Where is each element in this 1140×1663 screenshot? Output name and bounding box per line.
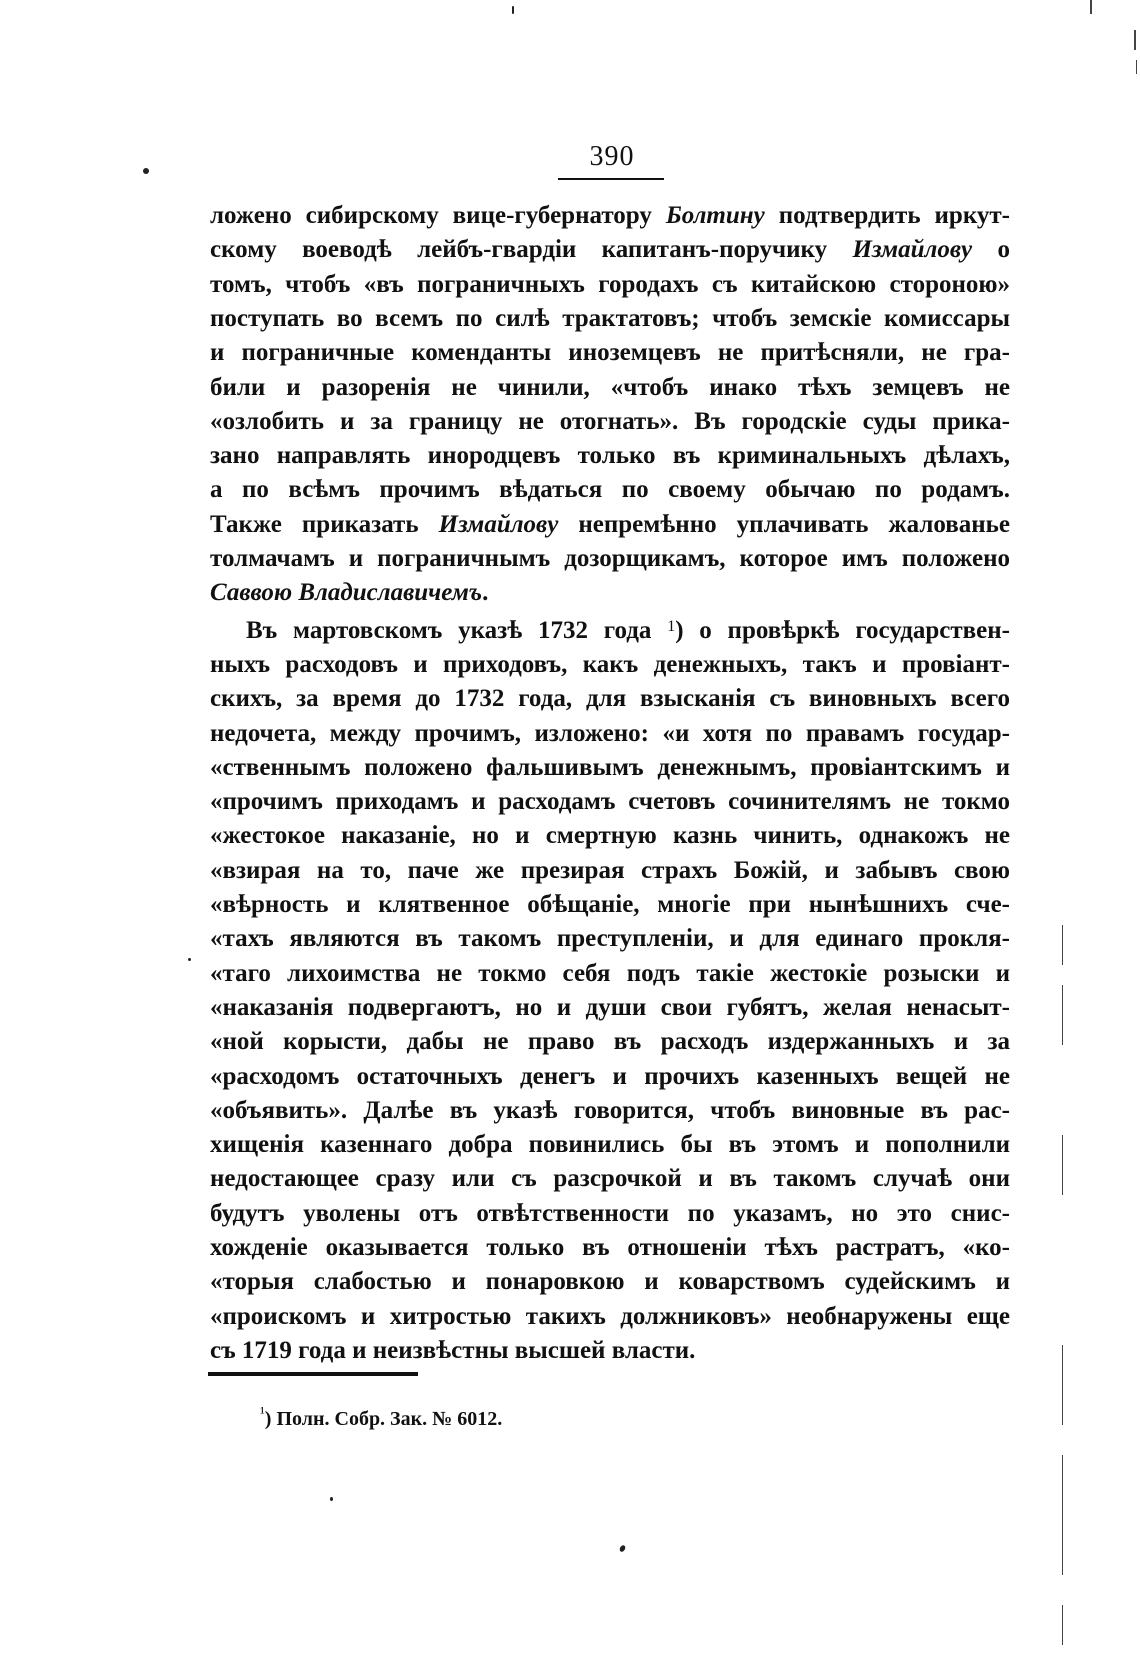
- text-line: [210, 1234, 1010, 1268]
- text-run: ныхъ расходовъ и приходовъ, какъ денежныхъ, такъ и провіант-: [210, 650, 1010, 678]
- text-run: поступать во всемъ по силѣ трактатовъ; чтобъ земскіе комиссары: [210, 304, 1010, 332]
- text-line: [210, 1337, 1010, 1371]
- text-run: «расходомъ остаточныхъ денегъ и прочихъ казенныхъ вещей не: [210, 1062, 1010, 1090]
- text-line: [210, 511, 1010, 545]
- scan-edge-mark: [1062, 925, 1063, 965]
- text-run: ) о провѣркѣ государствен-: [675, 616, 1010, 644]
- text-line: [210, 822, 1010, 856]
- text-run: и пограничные коменданты иноземцевъ не притѣсняли, не гра-: [210, 339, 1010, 367]
- text-run: «наказанія подвергаютъ, но и души свои губятъ, желая ненасыт-: [210, 993, 1010, 1021]
- text-run: Саввою Владиславичемъ: [210, 579, 483, 607]
- scan-edge-mark: [1134, 30, 1136, 50]
- text-run: скихъ, за время до 1732 года, для взысканія съ виновныхъ всего: [210, 685, 1010, 713]
- text-run: будутъ уволены отъ отвѣтственности по указамъ, но это снис-: [210, 1199, 1010, 1227]
- footnote-rule: [208, 1372, 418, 1376]
- text-run: «таго лихоимства не токмо себя подъ такіе жестокіе розыски и: [210, 959, 1010, 987]
- text-run: «тахъ являются въ такомъ преступленіи, и для единаго прокля-: [210, 925, 1010, 953]
- text-run: Болтину: [665, 202, 765, 229]
- scan-speck: [619, 1544, 627, 1553]
- text-line: [210, 720, 1010, 754]
- text-line: [210, 994, 1010, 1028]
- scan-edge-mark: [1062, 1345, 1063, 1425]
- text-line: [210, 1200, 1010, 1234]
- text-run: Измайлову: [438, 510, 559, 538]
- scan-edge-mark: [1062, 985, 1063, 1045]
- scan-speck: [330, 1497, 333, 1501]
- text-line: [210, 1131, 1010, 1165]
- text-line: [210, 1268, 1010, 1302]
- text-run: «ственнымъ положено фальшивымъ денежнымъ, провіантскимъ и: [210, 753, 1010, 781]
- text-run: Измайлову: [852, 236, 973, 264]
- text-run: «торыя слабостью и понаровкою и коварствомъ судейскимъ и: [210, 1268, 1010, 1296]
- text-run: «проискомъ и хитростью такихъ должниковъ» необнаружены еще: [210, 1302, 1010, 1330]
- text-run: хожденіе оказывается только въ отношеніи тѣхъ растратъ, «ко-: [210, 1234, 1010, 1261]
- text-line: [210, 891, 1010, 925]
- text-run: зано направлять инородцевъ только въ криминальныхъ дѣлахъ,: [210, 442, 1010, 470]
- footnote-marker: ¹: [260, 1405, 265, 1422]
- footnote: [260, 1405, 502, 1431]
- text-line: [246, 617, 1010, 651]
- text-run: скому воеводѣ лейбъ-гвардіи капитанъ-поручику: [210, 236, 853, 264]
- text-run: подтвердить иркут-: [764, 202, 1010, 229]
- text-line: [210, 1028, 1010, 1062]
- text-run: «взирая на то, паче же презирая страхъ Божій, и забывъ свою: [210, 856, 1010, 884]
- text-run: ложено сибирскому вице-губернатору: [210, 202, 666, 229]
- scan-edge-mark: [1090, 0, 1092, 14]
- text-run: съ 1719 года и неизвѣстны высшей власти.: [210, 1336, 696, 1364]
- text-run: били и разоренія не чинили, «чтобъ инако тѣхъ земцевъ не: [210, 373, 1010, 401]
- text-run: «прочимъ приходамъ и расходамъ счетовъ сочинителямъ не токмо: [210, 788, 1010, 816]
- text-run: «вѣрность и клятвенное обѣщаніе, многіе при нынѣшнихъ сче-: [210, 891, 1010, 918]
- text-run: недостающее сразу или съ разсрочкой и въ такомъ случаѣ они: [210, 1165, 1010, 1193]
- footnote-text: ) Полн. Собр. Зак. № 6012.: [264, 1408, 503, 1430]
- text-run: недочета, между прочимъ, изложено: «и хотя по правамъ государ-: [210, 719, 1010, 747]
- text-line: [210, 305, 1010, 339]
- text-line: [210, 202, 1010, 236]
- text-line: [210, 374, 1010, 408]
- text-line: [210, 476, 1010, 510]
- text-run: а по всѣмъ прочимъ вѣдаться по своему обычаю по родамъ.: [210, 476, 1010, 504]
- text-line: [210, 236, 1010, 270]
- scan-speck: [143, 168, 149, 174]
- scan-edge-mark: [1062, 1605, 1063, 1645]
- text-line: [210, 754, 1010, 788]
- text-run: толмачамъ и пограничнымъ дозорщикамъ, которое имъ положено: [210, 545, 1010, 572]
- text-run: «объявить». Далѣе въ указѣ говорится, чтобъ виновные въ рас-: [210, 1096, 1010, 1124]
- text-line: [210, 271, 1010, 305]
- scan-speck: [188, 958, 191, 961]
- text-line: [210, 960, 1010, 994]
- text-line: [210, 1097, 1010, 1131]
- text-line: [210, 442, 1010, 476]
- text-run: о: [972, 236, 1010, 264]
- text-run: Также приказать: [210, 510, 439, 538]
- text-line: [210, 857, 1010, 891]
- text-run: хищенія казеннаго добра повинились бы въ этомъ и пополнили: [210, 1131, 1010, 1159]
- text-line: [210, 1165, 1010, 1199]
- text-run: томъ, чтобъ «въ пограничныхъ городахъ съ китайскою стороною»: [210, 270, 1010, 298]
- page-number-rule: [558, 178, 664, 180]
- text-line: [210, 579, 1010, 613]
- text-line: [210, 651, 1010, 685]
- text-run: «озлобить и за границу не отогнать». Въ городскіе суды прика-: [210, 407, 1010, 435]
- scan-edge-mark: [1062, 1135, 1063, 1195]
- text-line: [210, 1063, 1010, 1097]
- text-run: «ной корысти, дабы не право въ расходъ издержанныхъ и за: [210, 1028, 1010, 1056]
- scan-speck: [512, 6, 514, 14]
- text-line: [210, 685, 1010, 719]
- text-line: [210, 1303, 1010, 1337]
- page-number: 390: [589, 141, 635, 172]
- scan-edge-mark: [1062, 1455, 1063, 1575]
- text-run: «жестокое наказаніе, но и смертную казнь чинить, однакожъ не: [210, 822, 1010, 850]
- text-run: непремѣнно уплачивать жалованье: [558, 510, 1010, 538]
- scan-edge-mark: [1136, 60, 1137, 74]
- text-run: 1: [667, 617, 676, 635]
- text-line: [210, 788, 1010, 822]
- text-line: [210, 545, 1010, 579]
- text-line: [210, 925, 1010, 959]
- text-line: [210, 408, 1010, 442]
- text-run: Въ мартовскомъ указѣ 1732 года: [246, 616, 668, 644]
- text-run: .: [482, 579, 489, 607]
- text-line: [210, 339, 1010, 373]
